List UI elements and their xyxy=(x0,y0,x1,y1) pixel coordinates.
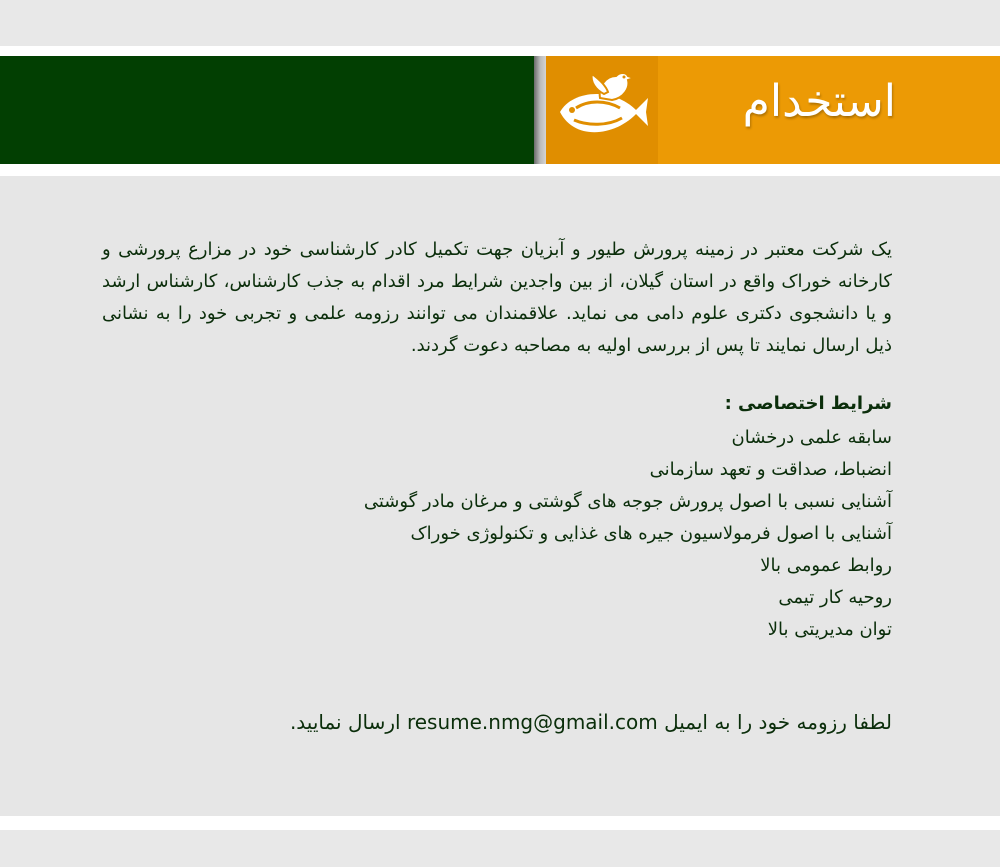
requirement-item: آشنایی نسبی با اصول پرورش جوجه های گوشتی و مرغان مادر گوشتی xyxy=(363,491,892,512)
top-gray-strip xyxy=(0,0,1000,46)
requirements-list xyxy=(102,422,892,646)
banner-green-panel xyxy=(0,56,534,164)
content-panel xyxy=(0,176,1000,816)
requirement-item: توان مدیریتی بالا xyxy=(767,619,892,640)
email-address-link[interactable]: resume.nmg@gmail.com xyxy=(406,710,658,734)
logo-box xyxy=(546,56,658,164)
email-instruction xyxy=(102,706,892,738)
requirement-item: سابقه علمی درخشان xyxy=(731,427,892,448)
email-instruction-prefix: لطفا رزومه خود را به ایمیل xyxy=(664,710,892,734)
bottom-gray-strip xyxy=(0,830,1000,867)
requirement-item: روحیه کار تیمی xyxy=(778,587,892,608)
email-instruction-suffix: ارسال نمایید. xyxy=(289,710,401,734)
page-title: استخدام xyxy=(742,76,896,127)
requirement-item: روابط عمومی بالا xyxy=(760,555,892,576)
job-posting-text xyxy=(102,234,892,738)
header-banner xyxy=(0,56,1000,164)
requirement-item: آشنایی با اصول فرمولاسیون جیره های غذایی و تکنولوژی خوراک xyxy=(410,523,892,544)
intro-paragraph: یک شرکت معتبر در زمینه پرورش طیور و آبزیان جهت تکمیل کادر کارشناسی خود در مزارع پرورشی و کارخانه خوراک واقع در استان گیلان، از بین واجدین شرایط مرد اقدام به جذب کارشناس، کارشناس ارشد و یا دانشجوی دکتری علوم دامی می نماید. علاقمندان می توانند رزومه علمی و تجربی خود را به نشانی ذیل ارسال نمایند تا پس از بررسی اولیه به مصاحبه دعوت گردند. xyxy=(102,239,892,356)
requirement-item: انضباط، صداقت و تعهد سازمانی xyxy=(649,459,892,480)
banner-divider xyxy=(534,56,546,164)
requirements-heading: شرایط اختصاصی : xyxy=(724,393,892,414)
